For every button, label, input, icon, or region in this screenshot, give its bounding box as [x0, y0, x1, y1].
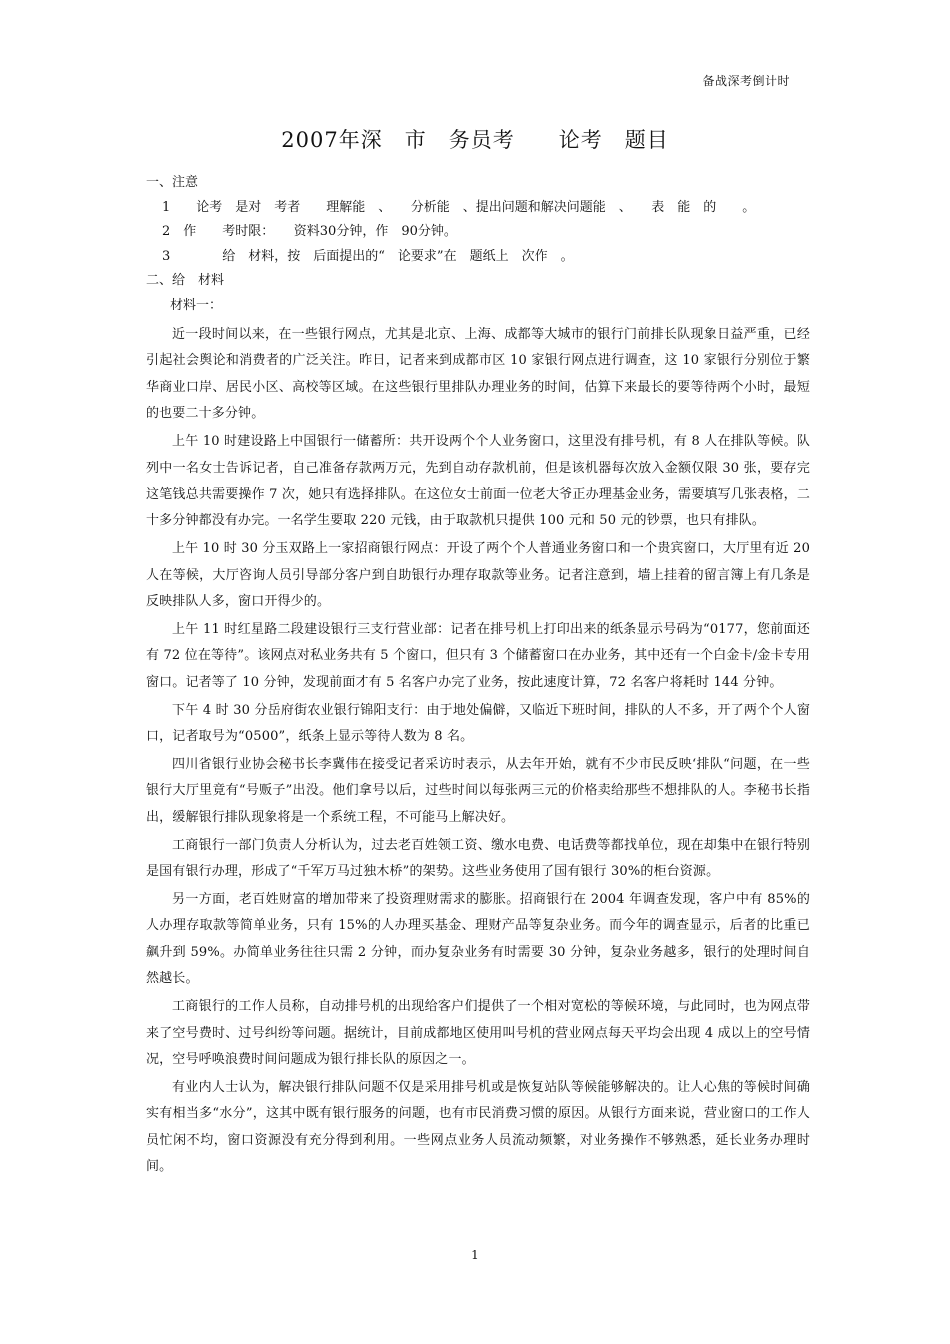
paragraph: 上午 11 时红星路二段建设银行三支行营业部：记者在排号机上打印出来的纸条显示号码为“0177，您前面还有 72 位在等待”。该网点对私业务共有 5 个窗口，但只有 3 个储蓄窗口在办业务，其中还有一个白金卡/金卡专用窗口。记者等了 10 分钟，发现前面才有 5 名客户办完了业务，按此速度计算，72 名客户将耗时 144 分钟。	[146, 621, 810, 690]
page-number: 1	[471, 1248, 479, 1262]
material-label: 材料一：	[170, 297, 223, 313]
paragraph: 上午 10 时 30 分玉双路上一家招商银行网点：开设了两个个人普通业务窗口和一个贵宾窗口，大厅里有近 20 人在等候，大厅咨询人员引导部分客户到自助银行办理存取款等业务。记者注意到，墙上挂着的留言簿上有几条是反映排队人多，窗口开得少的。	[146, 541, 810, 610]
section-heading-notes: 一、注意	[146, 175, 199, 190]
section-heading-materials: 二、给 材料	[146, 273, 225, 288]
paragraph: 工商银行一部门负责人分析认为，过去老百姓领工资、缴水电费、电话费等都找单位，现在却集中在银行特别是国有银行办理，形成了“千军万马过独木桥”的架势。这些业务使用了国有银行 30%的柜台资源。	[146, 837, 810, 880]
note-item: 3 给 材料，按 后面提出的“ 论要求”在 题纸上 次作 。	[162, 248, 574, 264]
document-title: 2007年深 市 务员考 论考 题目	[281, 128, 669, 152]
note-item: 2 作 考时限： 资料30分钟，作 90分钟。	[162, 224, 457, 239]
paragraph: 近一段时间以来，在一些银行网点，尤其是北京、上海、成都等大城市的银行门前排长队现象日益严重，已经引起社会舆论和消费者的广泛关注。昨日，记者来到成都市区 10 家银行网点进行调查，这 10 家银行分别位于繁华商业口岸、居民小区、高校等区域。在这些银行里排队办理业务的时间，估算下来最长的要等待两个小时，最短的也要二十多分钟。	[146, 327, 810, 422]
paragraph: 工商银行的工作人员称，自动排号机的出现给客户们提供了一个相对宽松的等候环境，与此同时，也为网点带来了空号费时、过号纠纷等问题。据统计，目前成都地区使用叫号机的营业网点每天平均会出现 4 成以上的空号情况，空号呼唤浪费时间问题成为银行排长队的原因之一。	[146, 999, 810, 1067]
paragraph: 下午 4 时 30 分岳府街农业银行锦阳支行：由于地处偏僻，又临近下班时间，排队的人不多，开了两个个人窗口，记者取号为“0500”，纸条上显示等待人数为 8 名。	[146, 702, 810, 745]
header-note: 备战深考倒计时	[702, 74, 790, 88]
note-item: 1 论考 是对 考者 理解能 、 分析能 、提出问题和解决问题能 、 表 能 的 。	[162, 199, 756, 215]
document-body	[146, 171, 810, 1182]
paragraph: 有业内人士认为，解决银行排队问题不仅是采用排号机或是恢复站队等候能够解决的。让人心焦的等候时间确实有相当多“水分”，这其中既有银行服务的问题，也有市民消费习惯的原因。从银行方面来说，营业窗口的工作人员忙闲不均，窗口资源没有充分得到利用。一些网点业务人员流动频繁，对业务操作不够熟悉，延长业务办理时间。	[146, 1079, 810, 1175]
paragraph: 上午 10 时建设路上中国银行一储蓄所：共开设两个个人业务窗口，这里没有排号机，有 8 人在排队等候。队列中一名女士告诉记者，自己准备存款两万元，先到自动存款机前，但是该机器每次放入金额仅限 30 张，要存完这笔钱总共需要操作 7 次，她只有选择排队。在这位女士前面一位老大爷正办理基金业务，需要填写几张表格，二十多分钟都没有办完。一名学生要取 220 元钱，由于取款机只提供 100 元和 50 元的钞票，也只有排队。	[146, 434, 810, 529]
paragraph: 四川省银行业协会秘书长李冀伟在接受记者采访时表示，从去年开始，就有不少市民反映‘排队“问题，在一些银行大厅里竟有“号贩子”出没。他们拿号以后，过些时间以每张两三元的价格卖给那些不想排队的人。李秘书长指出，缓解银行排队现象将是一个系统工程，不可能马上解决好。	[146, 757, 810, 825]
paragraph: 另一方面，老百姓财富的增加带来了投资理财需求的膨胀。招商银行在 2004 年调查发现，客户中有 85%的人办理存取款等简单业务，只有 15%的人办理买基金、理财产品等复杂业务。而今年的调查显示，后者的比重已飙升到 59%。办简单业务往往只需 2 分钟，而办复杂业务有时需要 30 分钟，复杂业务越多，银行的处理时间自然越长。	[146, 892, 810, 987]
